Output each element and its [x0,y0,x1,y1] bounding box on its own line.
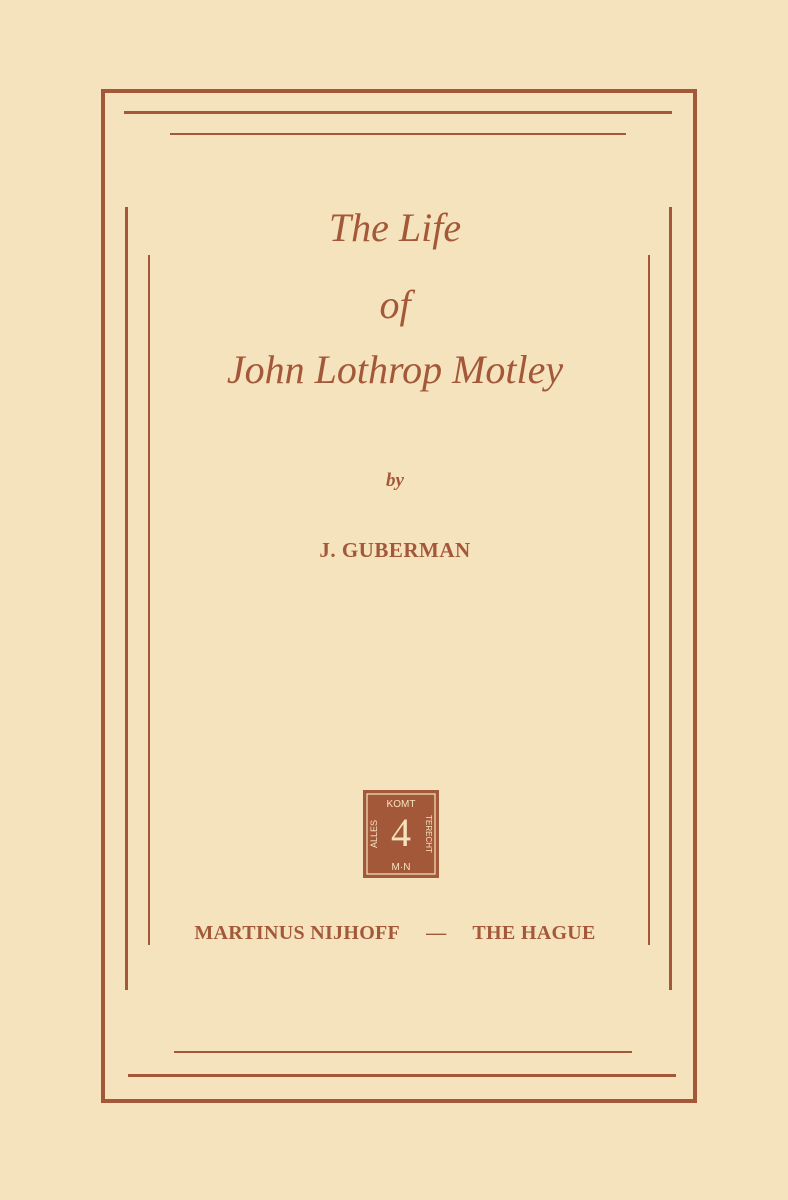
bottom-rule-outer [128,1074,676,1077]
publisher-separator: — [426,922,447,944]
publisher-logo-icon [363,790,439,878]
title-line-3: John Lothrop Motley [226,347,564,392]
logo-top-text: KOMT [386,799,416,810]
logo-right-text: TERECHT [424,815,433,853]
author-name: J. GUBERMAN [319,538,471,562]
by-label: by [386,470,404,491]
title-line-2: of [379,282,411,327]
title-line-1: The Life [328,205,462,250]
logo-left-text: ALLES [369,819,379,849]
logo-center-numeral: 4 [391,810,411,855]
top-rule-outer [124,111,672,114]
publisher-line [120,922,670,945]
publisher-name: MARTINUS NIJHOFF [194,922,401,944]
top-rule-inner [170,133,626,135]
bottom-rule-inner [174,1051,632,1053]
logo-bottom-text: M·N [391,862,411,873]
publisher-city: THE HAGUE [472,922,596,944]
